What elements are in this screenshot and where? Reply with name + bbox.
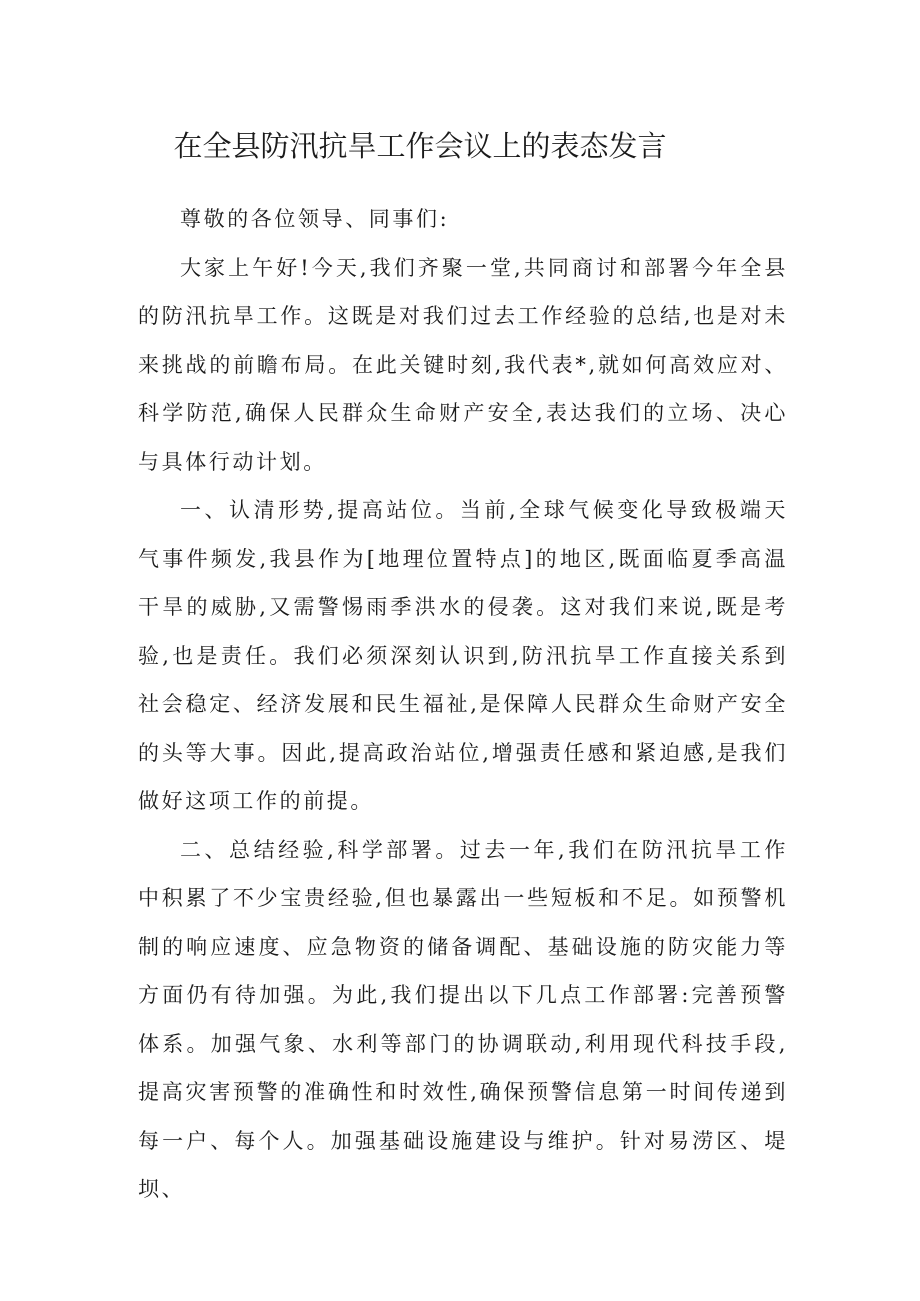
paragraph-opening: 大家上午好!今天,我们齐聚一堂,共同商讨和部署今年全县的防汛抗旱工作。这既是对我们过去工作经验的总结,也是对未来挑战的前瞻布局。在此关键时刻,我代表*,就如何高效应对、科学防范,确保人民群众生命财产安全,表达我们的立场、决心与具体行动计划。 [138, 255, 788, 474]
paragraph-section-two: 二、总结经验,科学部署。过去一年,我们在防汛抗旱工作中积累了不少宝贵经验,但也暴露出一些短板和不足。如预警机制的响应速度、应急物资的储备调配、基础设施的防灾能力等方面仍有待加强。为此,我们提出以下几点工作部署:完善预警体系。加强气象、水利等部门的协调联动,利用现代科技手段,提高灾害预警的准确性和时效性,确保预警信息第一时间传递到每一户、每个人。加强基础设施建设与维护。针对易涝区、堤坝、 [138, 837, 788, 1201]
document-title: 在全县防汛抗旱工作会议上的表态发言 [173, 129, 667, 163]
paragraph-section-one: 一、认清形势,提高站位。当前,全球气候变化导致极端天气事件频发,我县作为[地理位置特点]的地区,既面临夏季高温干旱的威胁,又需警惕雨季洪水的侵袭。这对我们来说,既是考验,也是责任。我们必须深刻认识到,防汛抗旱工作直接关系到社会稳定、经济发展和民生福祉,是保障人民群众生命财产安全的头等大事。因此,提高政治站位,增强责任感和紧迫感,是我们做好这项工作的前提。 [138, 498, 788, 813]
document-body [138, 195, 788, 1214]
salutation: 尊敬的各位领导、同事们: [180, 207, 450, 231]
